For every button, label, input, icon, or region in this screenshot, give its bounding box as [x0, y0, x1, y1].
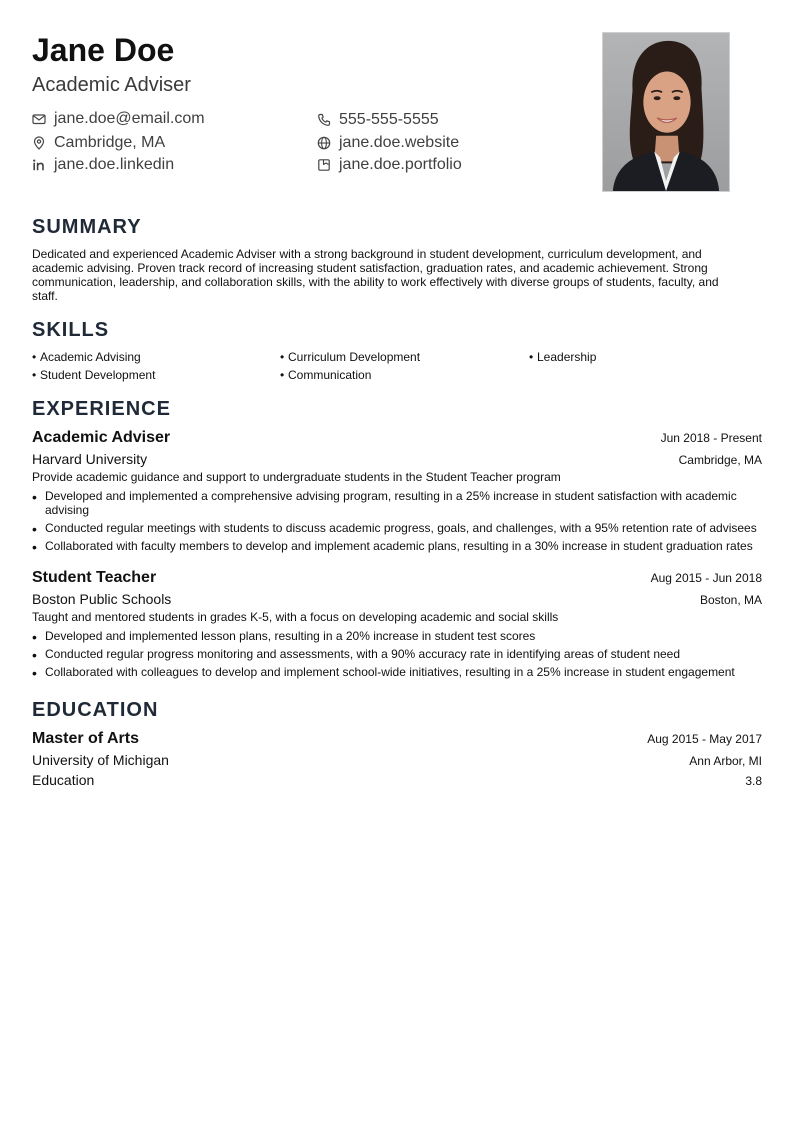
- job-bullet-text: Developed and implemented lesson plans, resulting in a 20% increase in student test scores: [45, 629, 536, 643]
- job-location: Boston, MA: [699, 593, 762, 607]
- job-dates: Aug 2015 - Jun 2018: [650, 571, 762, 585]
- contact-linkedin-text: jane.doe.linkedin: [54, 156, 175, 173]
- experience-entry: [32, 428, 762, 553]
- candidate-name: Jane Doe: [32, 32, 175, 68]
- contact-website[interactable]: [317, 132, 459, 154]
- bullet: •: [32, 350, 37, 364]
- job-bullet: [32, 629, 762, 643]
- contact-phone-text: 555-555-5555: [339, 111, 439, 128]
- bullet: •: [32, 539, 37, 555]
- skill-item: [32, 348, 141, 366]
- contact-email-text: jane.doe@email.com: [54, 110, 205, 127]
- summary-text: Dedicated and experienced Academic Adviser with a strong background in student development, curriculum development, and academic advising. Proven track record of increasing student satisfaction, graduation rates, and academic achievement. Strong communication, leadership, and collaboration skills, with the ability to work effectively with diverse groups of students, faculty, and staff.: [32, 247, 719, 303]
- job-bullet-text: Conducted regular progress monitoring and assessments, with a 90% accuracy rate in identifying areas of student need: [45, 647, 681, 661]
- job-bullet: [32, 647, 762, 661]
- bullet: •: [32, 368, 37, 382]
- profile-photo: [602, 32, 730, 192]
- job-bullet-text: Developed and implemented a comprehensive advising program, resulting in a 25% increase in student satisfaction with academic advising: [45, 489, 737, 517]
- bullet: •: [280, 350, 285, 364]
- job-organization: Boston Public Schools: [32, 591, 172, 607]
- skill-item: [32, 366, 155, 384]
- skill-label: Leadership: [537, 350, 597, 364]
- phone-icon: [317, 113, 331, 127]
- skill-label: Academic Advising: [40, 350, 141, 364]
- bullet: •: [32, 665, 37, 681]
- job-location: Cambridge, MA: [678, 453, 762, 467]
- skill-item: [280, 348, 420, 366]
- education-heading: EDUCATION: [32, 699, 159, 721]
- bullet: •: [529, 350, 534, 364]
- skill-item: [280, 366, 371, 384]
- skill-label: Communication: [288, 368, 372, 382]
- linkedin-icon: [32, 158, 46, 172]
- job-bullets: [32, 489, 762, 553]
- contact-phone[interactable]: [317, 109, 439, 131]
- bullet: •: [32, 489, 37, 505]
- experience-entry: [32, 568, 762, 679]
- contact-email[interactable]: [32, 108, 205, 130]
- job-bullet-text: Conducted regular meetings with students to discuss academic progress, goals, and challenges, with a 95% retention rate of advisees: [45, 521, 757, 535]
- bullet: •: [32, 629, 37, 645]
- bullet: •: [32, 647, 37, 663]
- map-pin-icon: [32, 136, 46, 150]
- gpa: 3.8: [745, 774, 762, 788]
- job-bullet-text: Collaborated with colleagues to develop and implement school-wide initiatives, resulting in a 25% increase in student engagement: [45, 665, 735, 679]
- job-bullet-text: Collaborated with faculty members to develop and implement academic plans, resulting in a 30% increase in student graduation rates: [45, 539, 753, 553]
- contact-portfolio[interactable]: [317, 154, 462, 176]
- contact-website-text: jane.doe.website: [339, 134, 460, 151]
- portfolio-icon: [317, 158, 331, 172]
- job-description: Provide academic guidance and support to undergraduate students in the Student Teacher program: [32, 470, 561, 484]
- job-bullet: [32, 539, 762, 553]
- resume-header: [32, 30, 592, 99]
- job-bullet: [32, 521, 762, 535]
- mail-icon: [32, 112, 46, 126]
- bullet: •: [280, 368, 285, 382]
- contact-location-text: Cambridge, MA: [54, 134, 166, 151]
- school-location: Ann Arbor, MI: [689, 754, 762, 768]
- job-description: Taught and mentored students in grades K-5, with a focus on developing academic and social skills: [32, 610, 559, 624]
- experience-heading: EXPERIENCE: [32, 398, 171, 420]
- skill-item: [529, 348, 596, 366]
- job-bullet: [32, 665, 762, 679]
- job-title: Academic Adviser: [32, 429, 171, 446]
- degree-title: Master of Arts: [32, 730, 139, 747]
- job-title: Student Teacher: [32, 569, 157, 586]
- skill-label: Curriculum Development: [288, 350, 421, 364]
- job-dates: Jun 2018 - Present: [660, 431, 762, 445]
- job-bullets: [32, 629, 762, 679]
- globe-icon: [317, 136, 331, 150]
- bullet: •: [32, 521, 37, 537]
- contact-location: [32, 132, 165, 154]
- education-dates: Aug 2015 - May 2017: [647, 732, 762, 746]
- contact-portfolio-text: jane.doe.portfolio: [339, 156, 462, 173]
- contact-linkedin[interactable]: [32, 154, 174, 176]
- school-name: University of Michigan: [32, 752, 169, 768]
- education-entry: [32, 729, 762, 789]
- skill-label: Student Development: [40, 368, 156, 382]
- field-of-study: Education: [32, 772, 95, 788]
- candidate-role: Academic Adviser: [32, 74, 191, 96]
- job-bullet: [32, 489, 762, 517]
- job-organization: Harvard University: [32, 451, 148, 467]
- skills-heading: SKILLS: [32, 319, 110, 341]
- summary-heading: SUMMARY: [32, 216, 142, 238]
